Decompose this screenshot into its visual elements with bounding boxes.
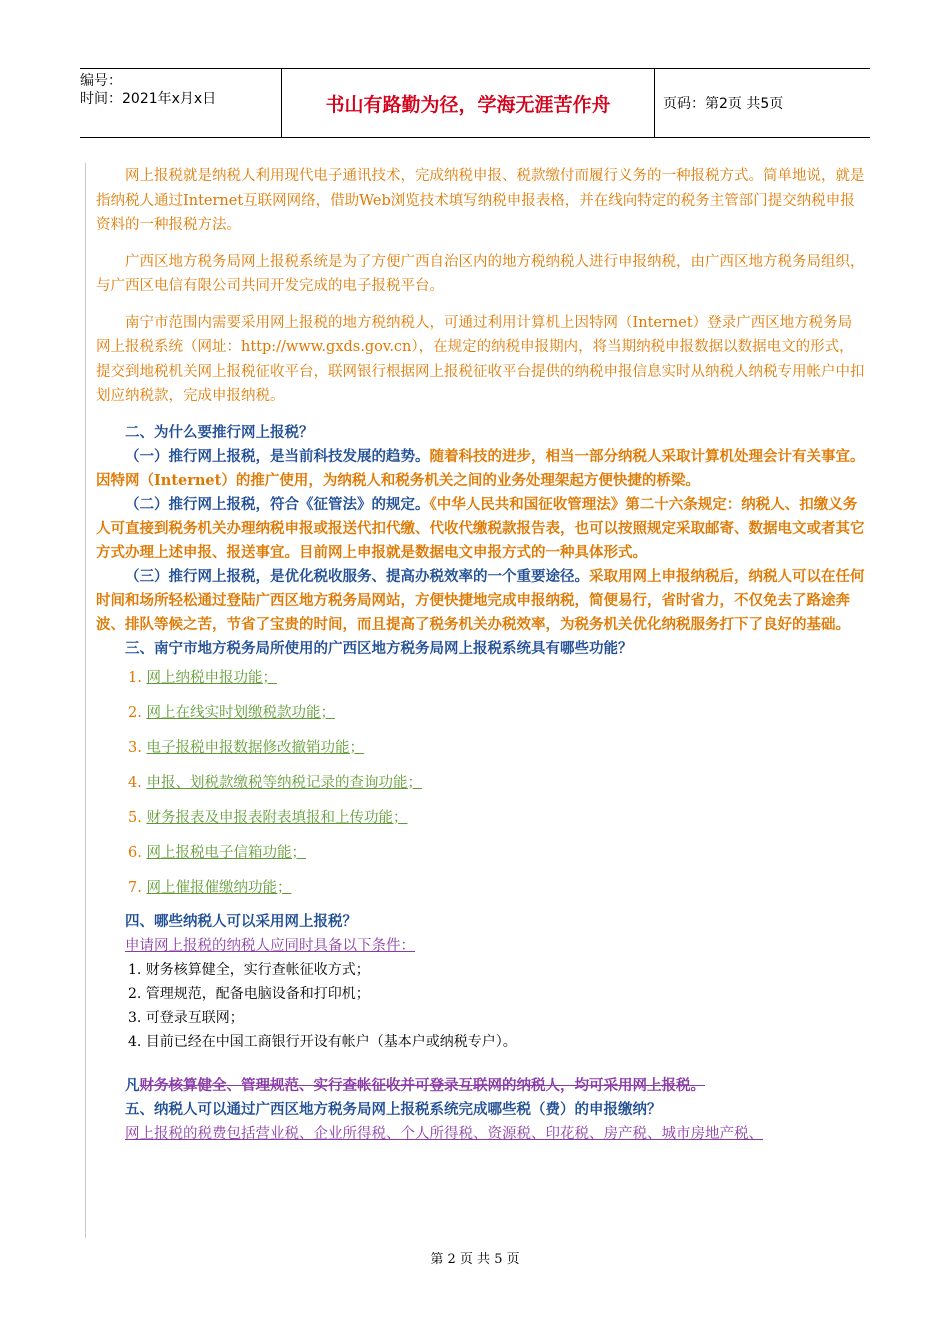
condition-item: 1. 财务核算健全，实行查帐征收方式； bbox=[128, 961, 370, 978]
heading-section-4: 四、哪些纳税人可以采用网上报税？ bbox=[125, 912, 357, 930]
condition-item: 4. 目前已经在中国工商银行开设有帐户（基本户或纳税专户）。 bbox=[128, 1033, 517, 1050]
function-item: 7. 网上催报催缴纳功能； bbox=[128, 879, 292, 896]
function-item: 4. 申报、划税款缴税等纳税记录的查询功能； bbox=[128, 774, 422, 791]
function-item: 1. 网上纳税申报功能； bbox=[128, 669, 277, 686]
conditions-intro: 申请网上报税的纳税人应同时具备以下条件： bbox=[125, 937, 415, 954]
function-item: 3. 电子报税申报数据修改撤销功能； bbox=[128, 739, 364, 756]
function-item: 6. 网上报税电子信箱功能； bbox=[128, 844, 306, 861]
condition-item: 3. 可登录互联网； bbox=[128, 1009, 244, 1026]
heading-section-5: 五、纳税人可以通过广西区地方税务局网上报税系统完成哪些税（费）的申报缴纳？ bbox=[125, 1100, 662, 1118]
header-motto: 书山有路勤为径，学海无涯苦作舟 bbox=[281, 69, 655, 137]
subsection-2 bbox=[96, 493, 866, 565]
function-item: 5. 财务报表及申报表附表填报和上传功能； bbox=[128, 809, 408, 826]
struck-sentence: 凡财务核算健全、管理规范、实行查帐征收并可登录互联网的纳税人，均可采用网上报税。 bbox=[125, 1076, 705, 1094]
paragraph-definition: 网上报税就是纳税人利用现代电子通讯技术，完成纳税申报、税款缴付而履行义务的一种报税方式。简单地说，就是指纳税人通过Internet互联网网络，借助Web浏览技术填写纳税申报表格，并在线向特定的税务主管部门提交纳税申报资料的一种报税方法。 bbox=[96, 168, 865, 233]
tax-types-line: 网上报税的税费包括营业税、企业所得税、个人所得税、资源税、印花税、房产税、城市房地产税、 bbox=[125, 1125, 763, 1142]
page-footer: 第 2 页 共 5 页 bbox=[430, 1252, 520, 1267]
subsection-3-body: 采取用网上申报纳税后，纳税人可以在任何时间和场所轻松通过登陆广西区地方税务局网站，方便快捷地完成申报纳税，简便易行，省时省力，不仅免去了路途奔波、排队等候之苦，节省了宝贵的时间，而且提高了税务机关办税效率，为税务机关优化纳税服务打下了良好的基础。 bbox=[96, 567, 865, 633]
subsection-1-body: 随着科技的进步，相当一部分纳税人采取计算机处理会计有关事宜。因特网（Internet）的推广使用，为纳税人和税务机关之间的业务处理架起方便快捷的桥梁。 bbox=[96, 447, 865, 489]
subsection-2-heading: （二）推行网上报税，符合《征管法》的规定。 bbox=[125, 495, 430, 513]
function-list bbox=[96, 661, 866, 906]
header-page-info: 页码：第2页 共5页 bbox=[663, 96, 784, 112]
function-item: 2. 网上在线实时划缴税款功能； bbox=[128, 704, 335, 721]
heading-section-2: 二、为什么要推行网上报税？ bbox=[125, 423, 314, 441]
condition-item: 2. 管理规范，配备电脑设备和打印机； bbox=[128, 985, 370, 1002]
heading-section-3: 三、南宁市地方税务局所使用的广西区地方税务局网上报税系统具有哪些功能？ bbox=[125, 639, 633, 657]
subsection-1 bbox=[96, 445, 866, 493]
paragraph-nanning-usage: 南宁市范围内需要采用网上报税的地方税纳税人，可通过利用计算机上因特网（Internet）登录广西区地方税务局网上报税系统（网址：http://www.gxds.gov.cn），在规定的纳税申报期内，将当期纳税申报数据以数据电文的形式，提交到地税机关网上报税征收平台，联网银行根据网上报税征收平台提供的纳税申报信息实时从纳税人纳税专用帐户中扣划应纳税款，完成申报纳税。 bbox=[96, 314, 865, 404]
margin-rule bbox=[85, 163, 86, 1238]
subsection-3-heading: （三）推行网上报税，是优化税收服务、提高办税效率的一个重要途径。 bbox=[125, 567, 589, 585]
conditions-list bbox=[96, 958, 866, 1054]
document-body bbox=[96, 164, 866, 1146]
paragraph-system-intro: 广西区地方税务局网上报税系统是为了方便广西自治区内的地方税纳税人进行申报纳税，由广西区地方税务局组织，与广西区电信有限公司共同开发完成的电子报税平台。 bbox=[96, 253, 865, 294]
time-label: 时间：2021年x月x日 bbox=[80, 91, 217, 107]
header-left bbox=[80, 69, 280, 140]
subsection-1-heading: （一）推行网上报税，是当前科技发展的趋势。 bbox=[125, 447, 430, 465]
number-label: 编号： bbox=[80, 73, 122, 89]
page-header bbox=[80, 68, 870, 138]
subsection-2-body: 《中华人民共和国征收管理法》第二十六条规定：纳税人、扣缴义务人可直接到税务机关办理纳税申报或报送代扣代缴、代收代缴税款报告表，也可以按照规定采取邮寄、数据电文或者其它方式办理上述申报、报送事宜。目前网上申报就是数据电文申报方式的一种具体形式。 bbox=[96, 495, 865, 561]
subsection-3 bbox=[96, 565, 866, 637]
